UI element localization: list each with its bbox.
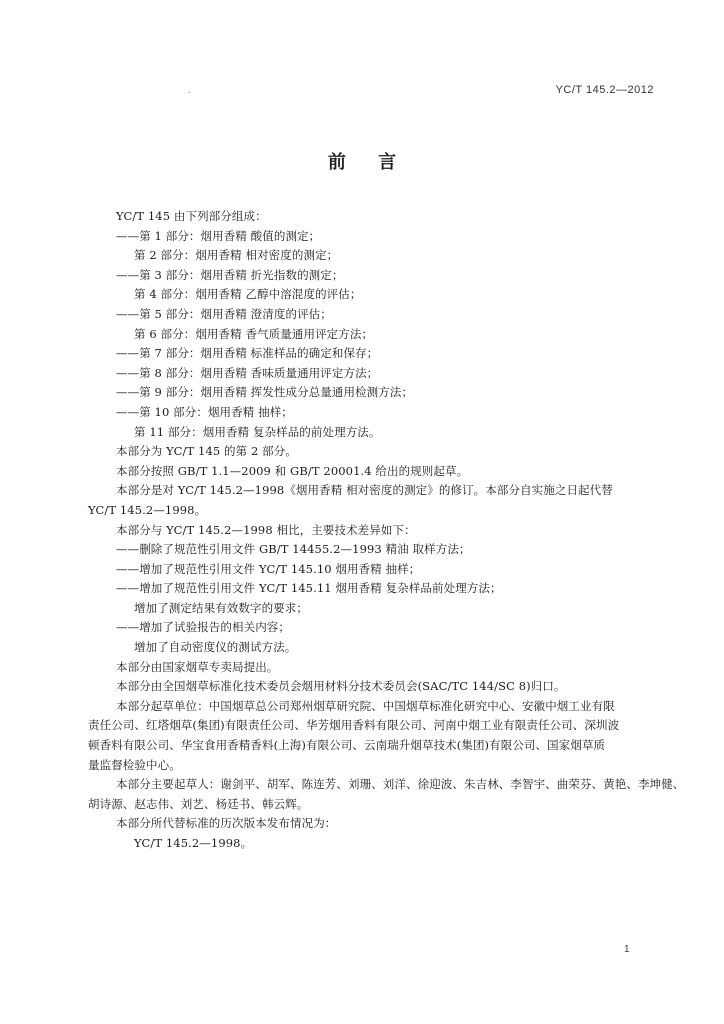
text-line: 第 4 部分：烟用香精 乙醇中溶混度的评估； (134, 287, 362, 302)
text-line: ——第 7 部分：烟用香精 标准样品的确定和保存； (116, 346, 379, 361)
text-line: 第 6 部分：烟用香精 香气质量通用评定方法； (134, 326, 374, 341)
text-line: 本部分由国家烟草专卖局提出。 (116, 659, 279, 674)
header-mark: . (188, 86, 191, 95)
text-line: 本部分由全国烟草标准化技术委员会烟用材料分技术委员会(SAC/TC 144/SC 8)归口。 (116, 679, 566, 694)
page-title: 前 言 (327, 152, 397, 173)
text-line: 增加了自动密度仪的测试方法。 (134, 640, 297, 655)
text-line: 胡诗源、赵志伟、刘艺、杨廷书、韩云辉。 (88, 796, 309, 811)
text-line: 第 11 部分：烟用香精 复杂样品的前处理方法。 (134, 424, 381, 439)
foreword-body (88, 207, 685, 854)
page-number: 1 (624, 944, 630, 955)
text-line: 量监督检验中心。 (88, 757, 181, 772)
text-line: ——删除了规范性引用文件 GB/T 14455.2—1993 精油 取样方法； (116, 542, 471, 557)
text-line: YC/T 145.2—1998。 (134, 836, 253, 850)
text-line: ——第 1 部分：烟用香精 酸值的测定； (116, 228, 321, 243)
text-line: 顿香料有限公司、华宝食用香精香料(上海)有限公司、云南瑞升烟草技术(集团)有限公司、国家烟草质 (88, 738, 606, 753)
text-line: 本部分与 YC/T 145.2—1998 相比，主要技术差异如下： (116, 522, 416, 537)
text-line: 第 2 部分：烟用香精 相对密度的测定； (134, 248, 339, 263)
text-line: ——第 3 部分：烟用香精 折光指数的测定； (116, 267, 344, 282)
text-line: ——增加了试验报告的相关内容； (116, 620, 290, 635)
text-line: 本部分所代替标准的历次版本发布情况为： (116, 816, 337, 831)
text-line: 本部分是对 YC/T 145.2—1998《烟用香精 相对密度的测定》的修订。本部分自实施之日起代替 (116, 483, 613, 498)
text-line: 本部分主要起草人：谢剑平、胡军、陈连芳、刘珊、刘洋、徐迎波、朱吉林、李智宇、曲荣芬、黄艳、李坤健、 (116, 777, 685, 792)
text-line: 本部分为 YC/T 145 的第 2 部分。 (116, 444, 297, 459)
standard-code: YC/T 145.2—2012 (555, 84, 654, 96)
text-line: ——第 5 部分：烟用香精 澄清度的评估； (116, 306, 332, 321)
text-line: YC/T 145 由下列部分组成： (116, 209, 267, 223)
text-line: ——第 9 部分：烟用香精 挥发性成分总量通用检测方法； (116, 385, 414, 400)
text-line: ——第 8 部分：烟用香精 香味质量通用评定方法； (116, 365, 379, 380)
text-line: 本部分按照 GB/T 1.1—2009 和 GB/T 20001.4 给出的规则起草。 (116, 463, 469, 478)
text-line: ——增加了规范性引用文件 YC/T 145.11 烟用香精 复杂样品前处理方法； (116, 581, 502, 596)
text-line: ——增加了规范性引用文件 YC/T 145.10 烟用香精 抽样； (116, 561, 421, 576)
text-line: ——第 10 部分：烟用香精 抽样； (116, 404, 293, 419)
text-line: 本部分起草单位：中国烟草总公司郑州烟草研究院、中国烟草标准化研究中心、安徽中烟工业有限 (116, 698, 615, 713)
text-line: YC/T 145.2—1998。 (88, 502, 207, 517)
text-line: 增加了测定结果有效数字的要求； (134, 600, 308, 615)
text-line: 责任公司、红塔烟草(集团)有限责任公司、华芳烟用香料有限公司、河南中烟工业有限责任公司、深圳波 (88, 718, 620, 733)
